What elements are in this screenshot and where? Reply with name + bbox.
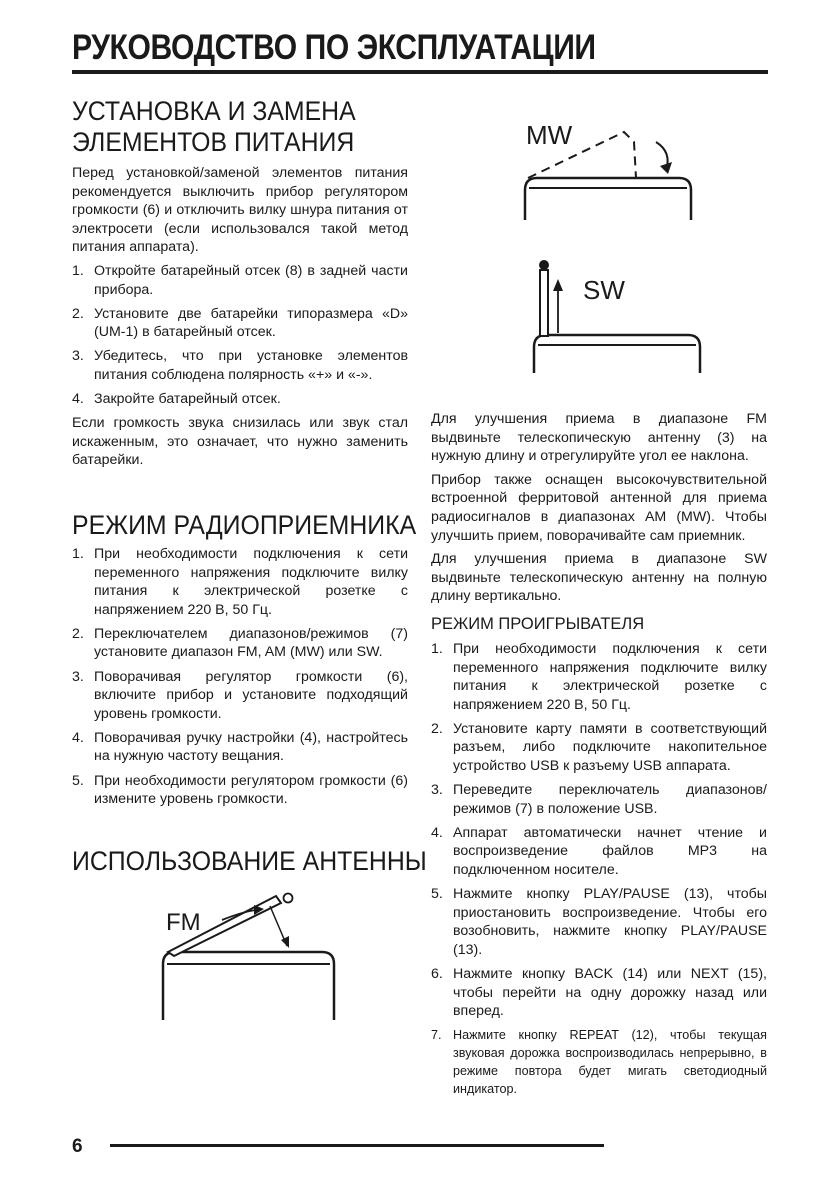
list-item [72, 390, 408, 409]
list-item [431, 781, 767, 818]
list-number: 2. [72, 625, 84, 642]
fm-paragraph: Для улучшения приема в диапазоне FM выдвиньте телескопическую антенну (3) на нужную длину и отрегулируйте угол ее наклона. [431, 411, 767, 465]
list-text: При необходимости подключения к сети переменного напряжения подключите вилку питания к электрической розетке с напряжением 220 В, 50 Гц. [453, 641, 767, 713]
list-number: 7. [431, 1028, 442, 1043]
list-text: Убедитесь, что при установке элементов питания соблюдена полярность «+» и «-». [94, 348, 408, 383]
list-item [72, 545, 408, 619]
list-text: При необходимости регулятором громкости (6) измените уровень громкости. [94, 772, 408, 808]
list-text: Установите две батарейки типоразмера «D» (UM-1) в батарейный отсек. [94, 305, 408, 341]
title-rule [72, 70, 768, 74]
list-text: Нажмите кнопку PLAY/PAUSE (13), чтобы приостановить воспроизведение. Чтобы его возобновить, нажмите кнопку PLAY/PAUSE (13). [453, 886, 767, 958]
radio-heading: РЕЖИМ РАДИОПРИЕМНИКА [72, 510, 417, 540]
sw-paragraph: Для улучшения приема в диапазоне SW выдвиньте телескопическую антенну на полную длину вертикально. [431, 551, 767, 605]
list-number: 5. [72, 772, 84, 789]
list-item [431, 1026, 767, 1098]
sw-label: SW [583, 275, 625, 305]
list-text: Закройте батарейный отсек. [94, 391, 281, 408]
list-number: 2. [72, 305, 84, 322]
list-number: 5. [431, 886, 443, 903]
list-number: 3. [72, 668, 84, 685]
list-number: 4. [72, 391, 84, 408]
fm-angle-arrowhead [281, 936, 289, 948]
list-number: 1. [72, 262, 84, 279]
radio-body-outline [525, 178, 691, 220]
radio-body-outline [163, 952, 334, 1020]
mw-figure [516, 108, 706, 223]
list-item [431, 720, 767, 776]
am-paragraph: Прибор также оснащен высокочувствительной встроенной ферритовой антенной для приема радиосигналов в диапазонах AM (MW). Чтобы улучшить прием, поворачивайте сам приемник. [431, 471, 767, 544]
list-item [72, 772, 408, 809]
battery-heading-line1: УСТАНОВКА И ЗАМЕНА [72, 96, 356, 126]
player-steps [431, 640, 767, 1021]
list-item [72, 729, 408, 766]
sw-antenna-rod [540, 270, 548, 336]
list-text: Переключателем диапазонов/режимов (7) установите диапазон FM, AM (MW) или SW. [94, 625, 408, 661]
mw-arrowhead [660, 162, 672, 174]
list-item [72, 668, 408, 724]
page-number: 6 [72, 1136, 83, 1157]
list-number: 4. [72, 729, 84, 746]
battery-intro: Перед установкой/заменой элементов питания рекомендуется выключить прибор регулятором громкости (6) и отключить вилку шнура питания от электросети (если использовался такой метод питания аппарата). [72, 165, 408, 256]
mw-label: MW [526, 120, 573, 150]
radio-body-outline [534, 335, 700, 373]
list-text: Нажмите кнопку REPEAT (12), чтобы текущая звуковая дорожка воспроизводилась непрерывно, в режиме повтора будет мигать светодиодный индикатор. [453, 1028, 767, 1097]
list-item [72, 625, 408, 662]
sw-figure [525, 255, 715, 375]
list-number: 6. [431, 966, 443, 982]
list-text: Откройте батарейный отсек (8) в задней части прибора. [94, 262, 408, 298]
antenna-text-section [431, 410, 767, 611]
list-item [431, 885, 767, 959]
list-item [431, 965, 767, 1021]
player-heading: РЕЖИМ ПРОИГРЫВАТЕЛЯ [431, 615, 645, 633]
list-number: 1. [431, 641, 443, 657]
list-item [72, 262, 408, 299]
list-text: При необходимости подключения к сети переменного напряжения подключите вилку питания к электрической розетке с напряжением 220 В, 50 Гц. [94, 546, 408, 618]
battery-heading-line2: ЭЛЕМЕНТОВ ПИТАНИЯ [72, 127, 355, 157]
footer-rule [110, 1144, 604, 1147]
radio-section [72, 545, 408, 814]
antenna-heading: ИСПОЛЬЗОВАНИЕ АНТЕННЫ [72, 846, 427, 876]
list-number: 3. [72, 348, 84, 365]
list-number: 2. [431, 720, 443, 737]
battery-steps [72, 262, 408, 409]
player-section [431, 640, 767, 1104]
battery-note: Если громкость звука снизилась или звук стал искаженным, это означает, что нужно заменить батарейки. [72, 415, 408, 469]
antenna-tip-icon [284, 894, 293, 903]
list-text: Установите карту памяти в соответствующий разъем, либо подключите накопительное устройство USB к разъему USB аппарата. [453, 720, 767, 775]
radio-steps [72, 545, 408, 809]
list-item [431, 640, 767, 714]
list-number: 1. [72, 546, 84, 562]
list-text: Нажмите кнопку BACK (14) или NEXT (15), чтобы перейти на одну дорожку назад или вперед. [453, 966, 767, 1020]
list-number: 4. [431, 824, 443, 841]
list-item [431, 824, 767, 880]
page-title: РУКОВОДСТВО ПО ЭКСПЛУАТАЦИИ [72, 28, 596, 67]
list-text: Аппарат автоматически начнет чтение и воспроизведение файлов MP3 на подключенном носителе. [453, 824, 767, 879]
list-text: Переведите переключатель диапазонов/режимов (7) в положение USB. [453, 782, 767, 817]
player-steps-small [431, 1026, 767, 1098]
fm-label: FM [166, 909, 201, 936]
antenna-tip-icon [539, 260, 549, 270]
battery-section [72, 164, 408, 475]
list-item [72, 347, 408, 384]
list-item [72, 305, 408, 342]
list-text: Поворачивая ручку настройки (4), настройтесь на нужную частоту вещания. [94, 729, 408, 765]
sw-arrowhead [553, 279, 563, 291]
list-number: 3. [431, 782, 443, 799]
fm-antenna-figure [150, 890, 350, 1020]
list-text: Поворачивая регулятор громкости (6), включите прибор и установите подходящий уровень громкости. [94, 668, 408, 722]
